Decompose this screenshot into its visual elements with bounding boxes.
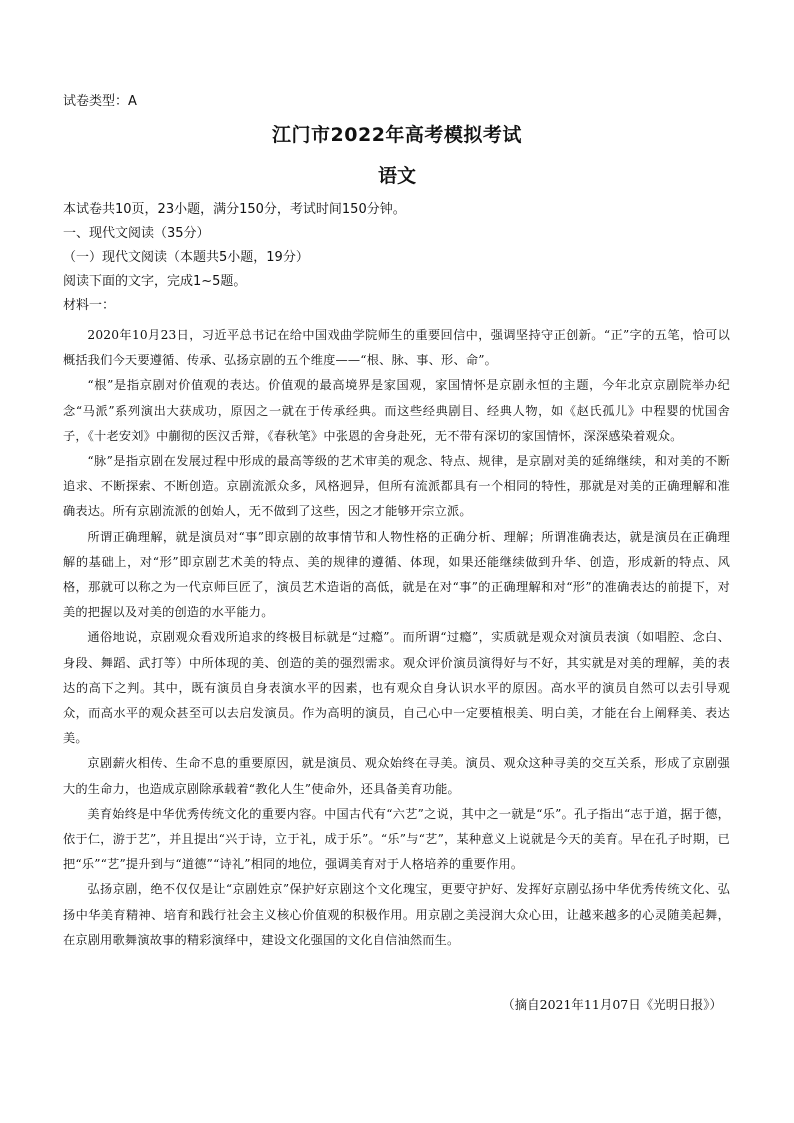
reading-instruction: 阅读下面的文字，完成1~5题。 <box>63 274 247 289</box>
subject-title: 语文 <box>377 165 416 187</box>
article-paragraph: 所谓正确理解，就是演员对“事”即京剧的故事情节和人物性格的正确分析、理解；所谓准确表达，就是演员在正确理解的基础上，对“形”即京剧艺术美的特点、美的规律的遵循、体现，如果还能继续做到升华、创造，形成新的特点、风格，那就可以称之为一代京师巨匠了，演员艺术造诣的高低，就是在对“事”的正确理解和对“形”的准确表达的前提下，对美的把握以及对美的创造的水平能力。 <box>63 529 730 620</box>
exam-info <box>63 198 733 318</box>
exam-instructions: 本试卷共10页，23小题，满分150分，考试时间150分钟。 <box>63 202 406 217</box>
article-paragraph: 京剧薪火相传、生命不息的重要原因，就是演员、观众始终在寻美。演员、观众这种寻美的交互关系，形成了京剧强大的生命力，也造成京剧除承载着“教化人生”使命外，还具备美育功能。 <box>63 756 730 796</box>
article-paragraph: 弘扬京剧，绝不仅仅是让“京剧姓京”保护好京剧这个文化瑰宝，更要守护好、发挥好京剧弘扬中华优秀传统文化、弘扬中华美育精神、培育和践行社会主义核心价值观的积极作用。用京剧之美浸润大众心田，让越来越多的心灵随美起舞，在京剧用歌舞演故事的精彩演绎中，建设文化强国的文化自信油然而生。 <box>63 882 730 947</box>
article-paragraph: 美育始终是中华优秀传统文化的重要内容。中国古代有“六艺”之说，其中之一就是“乐”。孔子指出“志于道，据于德，依于仁，游于艺”，并且提出“兴于诗，立于礼，成于乐”。“乐”与“艺”，某种意义上说就是今天的美育。早在孔子时期，已把“乐”“艺”提升到与“道德”“诗礼”相同的地位，强调美育对于人格培养的重要作用。 <box>63 806 730 872</box>
exam-title: 江门市2022年高考模拟考试 <box>272 124 522 146</box>
subsection-heading: （一）现代文阅读（本题共5小题，19分） <box>63 250 309 265</box>
article-body <box>63 323 730 953</box>
article-source: （摘自2021年11月07日《光明日报》） <box>502 997 722 1012</box>
article-paragraph: “根”是指京剧对价值观的表达。价值观的最高境界是家国观，家国情怀是京剧永恒的主题，今年北京京剧院举办纪念“马派”系列演出大获成功，原因之一就在于传承经典。而这些经典剧目、经典人物，如《赵氏孤儿》中程婴的忧国舍子，《十老安刘》中蒯彻的医汉舌辩，《春秋笔》中张恩的舍身赴死，无不带有深切的家国情怀，深深感染着观众。 <box>63 378 730 443</box>
material-label: 材料一： <box>63 298 116 313</box>
article-paragraph: “脉”是指京剧在发展过程中形成的最高等级的艺术审美的观念、特点、规律，是京剧对美的延绵继续，和对美的不断追求、不断探索、不断创造。京剧流派众多，风格迥异，但所有流派都具有一个相同的特性，那就是对美的正确理解和准确表达。所有京剧流派的创始人，无不做到了这些，因之才能够开宗立派。 <box>63 454 730 519</box>
exam-type-label: 试卷类型：A <box>63 94 137 109</box>
article-paragraph: 2020年10月23日，习近平总书记在给中国戏曲学院师生的重要回信中，强调坚持守正创新。“正”字的五笔，恰可以概括我们今天要遵循、传承、弘扬京剧的五个维度——“根、脉、事、形、命”。 <box>63 328 730 368</box>
section-heading: 一、现代文阅读（35分） <box>63 226 210 241</box>
article-paragraph: 通俗地说，京剧观众看戏所追求的终极目标就是“过瘾”。而所谓“过瘾”，实质就是观众对演员表演（如唱腔、念白、身段、舞蹈、武打等）中所体现的美、创造的美的强烈需求。观众评价演员演得好与不好，其实就是对美的理解，美的表达的高下之判。其中，既有演员自身表演水平的因素，也有观众自身认识水平的原因。高水平的演员自然可以去引导观众，而高水平的观众甚至可以去启发演员。作为高明的演员，自己心中一定要植根美、明白美，才能在台上阐释美、表达美。 <box>63 630 730 746</box>
